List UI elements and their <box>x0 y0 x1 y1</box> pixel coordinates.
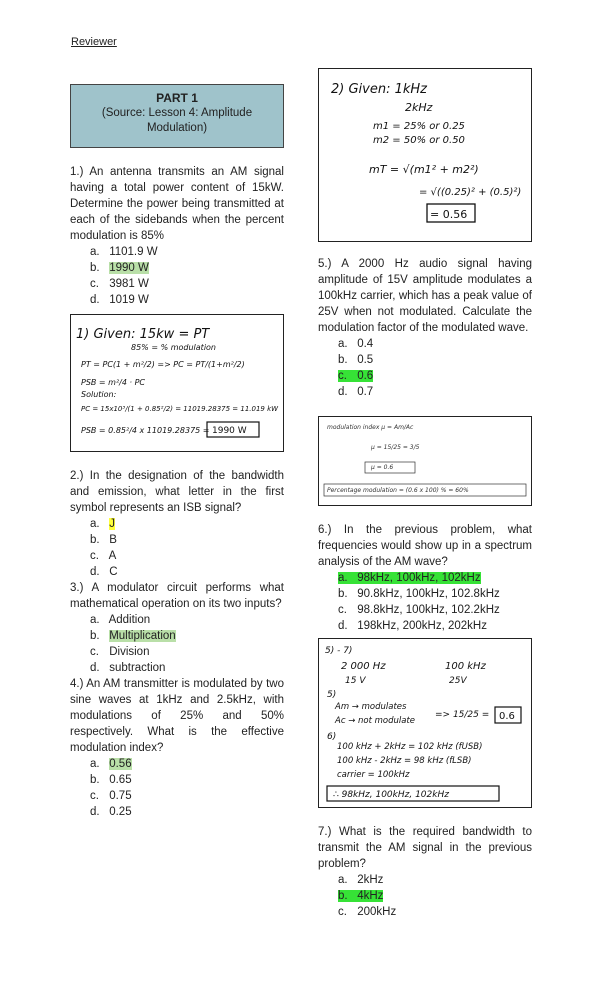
sol2-line: = √((0.25)² + (0.5)²) <box>419 187 522 198</box>
option-item[interactable]: a. 0.4 <box>338 338 374 350</box>
question-5: 5.) A 2000 Hz audio signal having amplitude of 15V amplitude modulates a 100kHz carrier, which has a peak value of 25V when not modulated. Calculate the modulation factor of the modulated wave. <box>318 258 532 334</box>
sol6-line: 100 kHz + 2kHz = 102 kHz (fUSB) <box>337 742 483 752</box>
question-2: 2.) In the designation of the bandwidth and emission, what letter in the first symbol represents an ISB signal? <box>70 470 284 514</box>
sol6-line: Ac → not modulate <box>335 716 416 726</box>
right-column <box>318 68 532 920</box>
sol1-line: PT = PC(1 + m²/2) => PC = PT/(1+m²/2) <box>81 360 245 369</box>
sol6-line: 2 000 Hz <box>341 661 386 672</box>
part-title-box <box>70 84 284 148</box>
sol6-line: 25V <box>449 676 467 686</box>
option-item[interactable]: b. 1990 W <box>90 262 149 274</box>
answer-highlight: J <box>109 518 115 530</box>
question-3: 3.) A modulator circuit performs what mathematical operation on its two inputs? <box>70 582 284 610</box>
sol1-given: 1) Given: 15kw = PT <box>76 327 210 342</box>
answer-highlight: c. 0.6 <box>338 370 374 382</box>
sol1-line: PSB = 0.85²/4 x 11019.28375 = <box>81 426 210 435</box>
option-item[interactable] <box>338 888 532 904</box>
question-7: 7.) What is the required bandwidth to transmit the AM signal in the previous problem? <box>318 826 532 870</box>
question-3-options <box>70 612 284 676</box>
question-5-options <box>318 336 532 400</box>
answer-highlight: a. 98kHz, 100kHz, 102kHz <box>338 572 481 584</box>
part-subtitle: (Source: Lesson 4: Amplitude Modulation) <box>101 107 253 134</box>
sol1-line: PSB = m²/4 · PC <box>81 378 146 387</box>
solution-5-image <box>318 416 532 506</box>
option-item[interactable]: c. 200kHz <box>338 906 397 918</box>
solution-6-image <box>318 638 532 808</box>
option-item[interactable]: d. 1019 W <box>90 294 149 306</box>
option-item[interactable]: a. J <box>90 518 115 530</box>
option-item[interactable]: b. 0.5 <box>338 354 374 366</box>
sol1-line: Solution: <box>81 390 117 399</box>
sol1-answer: 1990 W <box>212 426 247 436</box>
option-item[interactable]: c. Division <box>90 646 150 658</box>
question-1-options <box>70 244 284 308</box>
sol5-line: Percentage modulation = (0.6 x 100) % = 60% <box>327 487 469 494</box>
sol6-line: => 15/25 = <box>435 710 490 720</box>
sol6-line: 100 kHz <box>445 661 486 672</box>
option-item[interactable]: d. subtraction <box>90 662 166 674</box>
sol5-line: μ = 15/25 = 3/5 <box>371 444 420 451</box>
sol6-line: carrier = 100kHz <box>337 770 410 780</box>
question-1: 1.) An antenna transmits an AM signal having a total power content of 15kW. Determine the power being transmitted at each of the sidebands when the percent modulation is 85% <box>70 166 284 242</box>
sol2-line: mT = √(m1² + m2²) <box>369 163 479 176</box>
question-6-options <box>318 570 532 634</box>
option-item[interactable]: c. 98.8kHz, 100kHz, 102.2kHz <box>338 604 500 616</box>
question-4-options <box>70 756 284 820</box>
sol6-line: Am → modulates <box>335 702 407 712</box>
option-item[interactable] <box>338 368 532 384</box>
question-7-options <box>318 872 532 920</box>
solution-1-image <box>70 314 284 452</box>
sol2-line: m2 = 50% or 0.50 <box>373 135 465 146</box>
option-item[interactable]: b. B <box>90 534 117 546</box>
option-item[interactable]: a. 2kHz <box>338 874 384 886</box>
option-item[interactable]: a. 1101.9 W <box>90 246 158 258</box>
option-item[interactable]: a. 0.56 <box>90 758 132 770</box>
sol1-line: 85% = % modulation <box>131 343 216 352</box>
option-item[interactable]: d. 0.7 <box>338 386 374 398</box>
option-item[interactable]: d. 0.25 <box>90 806 132 818</box>
sol5-line: μ = 0.6 <box>371 464 394 471</box>
sol2-answer: = 0.56 <box>430 208 468 221</box>
sol1-line: PC = 15x10³/(1 + 0.85²/2) = 11019.28375 = 11.019 kW <box>81 405 279 413</box>
sol6-line: 6) <box>327 732 337 742</box>
sol5-line: modulation index μ = Am/Ac <box>327 424 414 431</box>
option-item[interactable] <box>338 570 532 586</box>
answer-highlight: b. 4kHz <box>338 890 384 902</box>
part-title: PART 1 <box>156 91 198 105</box>
answer-highlight: 0.56 <box>109 758 132 770</box>
option-item[interactable]: c. A <box>90 550 117 562</box>
option-item[interactable]: d. 198kHz, 200kHz, 202kHz <box>338 620 487 632</box>
option-item[interactable]: b. Multiplication <box>90 630 176 642</box>
option-item[interactable]: c. 0.75 <box>90 790 132 802</box>
sol6-line: 15 V <box>345 676 366 686</box>
sol2-line: 2) Given: 1kHz <box>331 82 428 97</box>
option-item[interactable]: a. Addition <box>90 614 151 626</box>
question-6: 6.) In the previous problem, what frequencies would show up in a spectrum analysis of the AM wave? <box>318 524 532 568</box>
sol6-line: 5) <box>327 690 337 700</box>
left-column <box>70 84 284 820</box>
question-4: 4.) An AM transmitter is modulated by two sine waves at 1kHz and 2.5kHz, with modulations of 25% and 50% respectively. What is the effective modulation index? <box>70 678 284 754</box>
sol2-line: 2kHz <box>405 101 433 114</box>
option-item[interactable]: c. 3981 W <box>90 278 149 290</box>
sol6-answer: 0.6 <box>499 711 515 722</box>
option-item[interactable]: b. 0.65 <box>90 774 132 786</box>
option-item[interactable]: d. C <box>90 566 118 578</box>
header-label: Reviewer <box>71 36 117 48</box>
question-2-options <box>70 516 284 580</box>
sol6-line: 100 kHz - 2kHz = 98 kHz (fLSB) <box>337 756 472 766</box>
sol6-line: ∴ 98kHz, 100kHz, 102kHz <box>333 790 449 800</box>
option-item[interactable]: b. 90.8kHz, 100kHz, 102.8kHz <box>338 588 500 600</box>
sol2-line: m1 = 25% or 0.25 <box>373 121 465 132</box>
solution-2-image <box>318 68 532 242</box>
answer-highlight: 1990 W <box>109 262 149 274</box>
sol6-line: 5) - 7) <box>325 646 353 656</box>
answer-highlight: Multiplication <box>109 630 176 642</box>
